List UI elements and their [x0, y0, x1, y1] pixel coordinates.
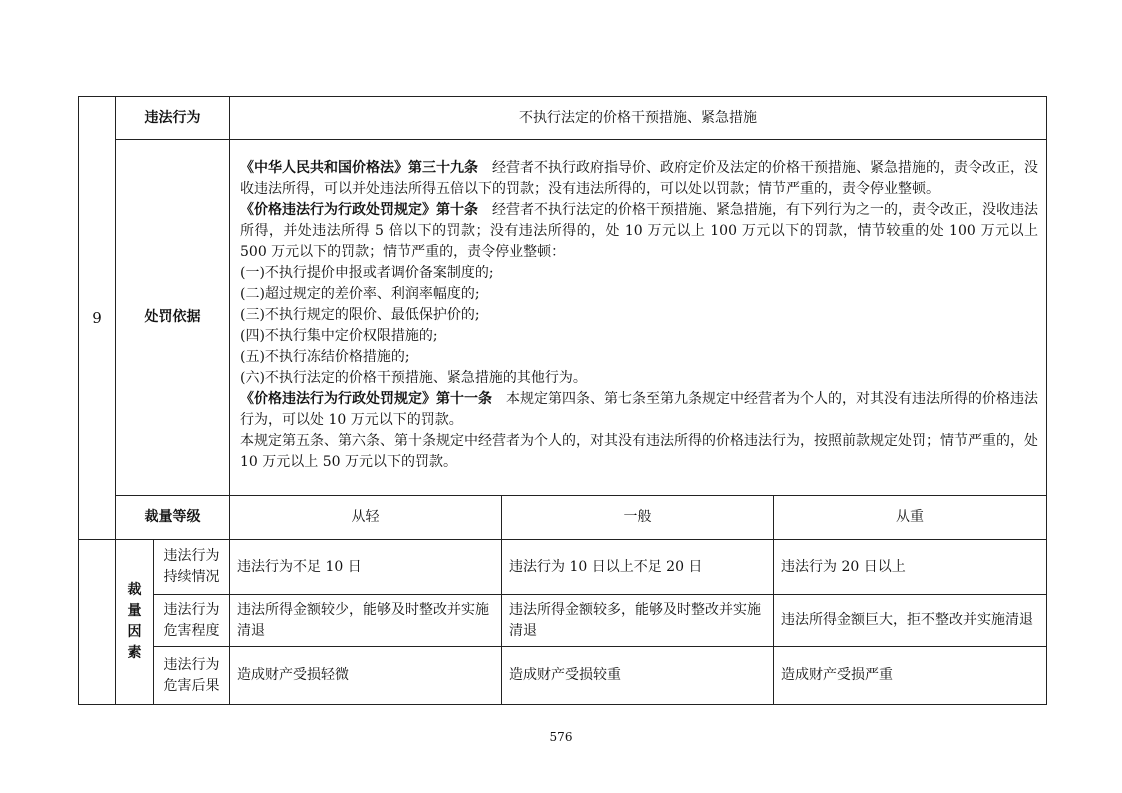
factor-cell: 违法行为 20 日以上: [774, 540, 1047, 595]
law-text: 经营者不执行法定的价格干预措施、紧急措施，有下列行为之一的，责令改正，没收违法所得，并处违法所得 5 倍以下的罚款；没有违法所得的，处 10 万元以上 100 万元以下的罚款，情节较重的处 100 万元以上 500 万元以下的罚款；情节严重的，责令停业整顿：: [240, 202, 1039, 260]
page-number: 576: [549, 730, 573, 744]
law-citation: 《价格违法行为行政处罚规定》第十一条: [240, 391, 493, 407]
factors-label: 裁 量 因 素: [116, 540, 154, 705]
penalty-table: [78, 96, 1047, 705]
factor-cell: 违法所得金额较多，能够及时整改并实施清退: [502, 595, 774, 647]
factor-cell: 违法行为不足 10 日: [230, 540, 502, 595]
basis-paragraph: [240, 158, 1038, 200]
basis-content: [230, 140, 1047, 496]
law-text: 经营者不执行政府指导价、政府定价及法定的价格干预措施、紧急措施的，责令改正，没收违法所得，可以并处违法所得五倍以下的罚款；没有违法所得的，可以处以罚款；情节严重的，责令停业整顿。: [240, 160, 1039, 197]
basis-list-item: (三)不执行规定的限价、最低保护价的;: [240, 307, 480, 323]
basis-list-item: (一)不执行提价申报或者调价备案制度的;: [240, 265, 494, 281]
factor-name: 违法行为 危害程度: [154, 595, 230, 647]
factor-name: 违法行为 危害后果: [154, 647, 230, 705]
factor-name: 违法行为 持续情况: [154, 540, 230, 595]
factor-cell: 造成财产受损严重: [774, 647, 1047, 705]
basis-paragraph: [240, 389, 1038, 431]
basis-list-item: (二)超过规定的差价率、利润率幅度的;: [240, 286, 480, 302]
level-light: 从轻: [230, 496, 502, 540]
factor-cell: 造成财产受损轻微: [230, 647, 502, 705]
basis-list-item: (四)不执行集中定价权限措施的;: [240, 328, 438, 344]
level-normal: 一般: [502, 496, 774, 540]
violation-value: 不执行法定的价格干预措施、紧急措施: [230, 97, 1047, 140]
basis-label: 处罚依据: [116, 140, 230, 496]
violation-label: 违法行为: [116, 97, 230, 140]
law-citation: 《价格违法行为行政处罚规定》第十条: [240, 202, 479, 218]
levels-label: 裁量等级: [116, 496, 230, 540]
factor-cell: 违法所得金额巨大，拒不整改并实施清退: [774, 595, 1047, 647]
basis-paragraph: [240, 200, 1038, 263]
factor-cell: 违法所得金额较少，能够及时整改并实施清退: [230, 595, 502, 647]
basis-list-item: (六)不执行法定的价格干预措施、紧急措施的其他行为。: [240, 370, 587, 386]
level-heavy: 从重: [774, 496, 1047, 540]
factor-cell: 违法行为 10 日以上不足 20 日: [502, 540, 774, 595]
basis-paragraph: 本规定第五条、第六条、第十条规定中经营者为个人的，对其没有违法所得的价格违法行为，按照前款规定处罚；情节严重的，处 10 万元以上 50 万元以下的罚款。: [240, 433, 1039, 470]
basis-list-item: (五)不执行冻结价格措施的;: [240, 349, 410, 365]
law-text: 本规定第四条、第七条至第九条规定中经营者为个人的，对其没有违法所得的价格违法行为，可以处 10 万元以下的罚款。: [240, 391, 1039, 428]
factors-blank-cell: [79, 540, 116, 705]
factor-cell: 造成财产受损较重: [502, 647, 774, 705]
law-citation: 《中华人民共和国价格法》第三十九条: [240, 160, 479, 176]
row-number: 9: [79, 97, 116, 540]
